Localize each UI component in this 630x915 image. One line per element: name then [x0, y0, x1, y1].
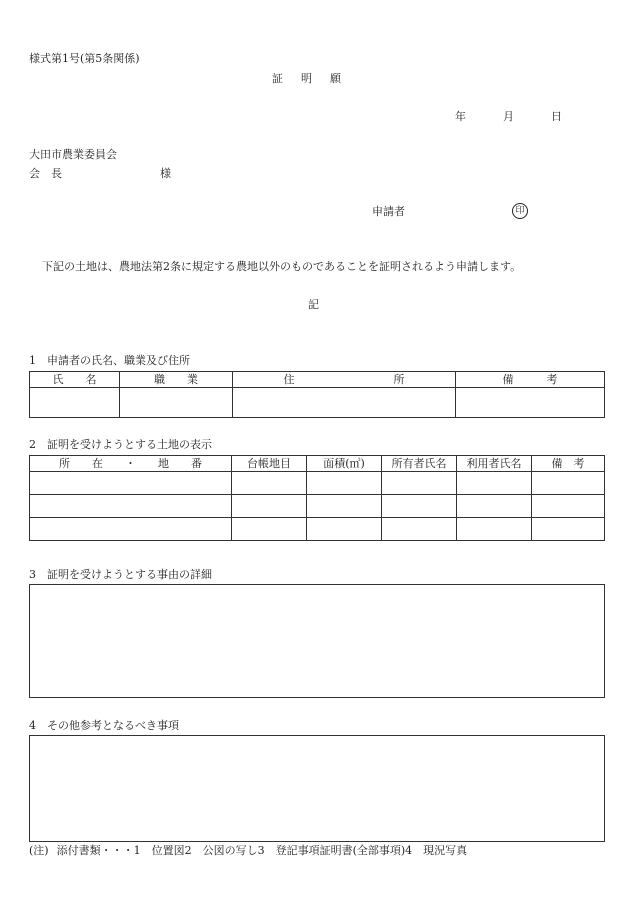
cell-location[interactable]	[30, 495, 232, 518]
cell-land-category[interactable]	[232, 518, 307, 541]
cell-occupation[interactable]	[120, 388, 233, 418]
cell-area[interactable]	[307, 472, 382, 495]
chairman-honorific: 様	[160, 167, 171, 180]
seal-icon: 印	[512, 203, 528, 219]
form-number: 様式第1号(第5条関係)	[29, 52, 140, 65]
header-remarks: 備 考	[456, 372, 605, 388]
cell-land-remarks[interactable]	[532, 472, 605, 495]
cell-area[interactable]	[307, 518, 382, 541]
note-label: (注)	[29, 844, 49, 857]
cell-name[interactable]	[30, 388, 120, 418]
cell-land-remarks[interactable]	[532, 495, 605, 518]
applicant-table	[29, 371, 605, 418]
cell-land-remarks[interactable]	[532, 518, 605, 541]
ki-heading: 記	[308, 298, 319, 311]
cell-user[interactable]	[457, 518, 532, 541]
header-user: 利用者氏名	[457, 456, 532, 472]
section3-title: 3 証明を受けようとする事由の詳細	[29, 568, 212, 581]
header-land-category: 台帳地目	[232, 456, 307, 472]
header-land-remarks: 備 考	[532, 456, 605, 472]
header-name: 氏 名	[30, 372, 120, 388]
cell-land-category[interactable]	[232, 495, 307, 518]
table-row	[30, 472, 605, 495]
cell-remarks[interactable]	[456, 388, 605, 418]
reason-detail-box[interactable]	[29, 584, 605, 698]
table-row	[30, 518, 605, 541]
date-line	[455, 110, 562, 124]
section2-title: 2 証明を受けようとする土地の表示	[29, 438, 212, 451]
table-row	[30, 495, 605, 518]
chairman-line	[29, 167, 171, 181]
cell-land-category[interactable]	[232, 472, 307, 495]
applicant-table-header	[30, 372, 605, 388]
date-year: 年	[455, 110, 466, 123]
date-day: 日	[551, 110, 562, 123]
cell-area[interactable]	[307, 495, 382, 518]
note-text: 添付書類・・・1 位置図2 公図の写し3 登記事項証明書(全部事項)4 現況写真	[56, 844, 468, 857]
cell-user[interactable]	[457, 495, 532, 518]
addressee: 大田市農業委員会	[29, 148, 117, 161]
header-address: 住 所	[233, 372, 456, 388]
section4-title: 4 その他参考となるべき事項	[29, 719, 179, 732]
chairman-title: 会 長	[29, 167, 62, 180]
applicant-label: 申請者	[372, 205, 405, 218]
cell-location[interactable]	[30, 472, 232, 495]
cell-address[interactable]	[233, 388, 456, 418]
header-area: 面積(㎡)	[307, 456, 382, 472]
cell-owner[interactable]	[382, 472, 457, 495]
statement-text: 下記の土地は、農地法第2条に規定する農地以外のものであることを証明されるよう申請します。	[42, 260, 522, 273]
document-title: 証明願	[272, 72, 359, 85]
land-table	[29, 455, 605, 541]
header-owner: 所有者氏名	[382, 456, 457, 472]
header-location: 所 在 ・ 地 番	[30, 456, 232, 472]
date-month: 月	[503, 110, 514, 123]
table-row	[30, 388, 605, 418]
cell-user[interactable]	[457, 472, 532, 495]
other-matters-box[interactable]	[29, 735, 605, 842]
section1-title: 1 申請者の氏名、職業及び住所	[29, 354, 190, 367]
attachment-note	[29, 844, 475, 858]
header-occupation: 職 業	[120, 372, 233, 388]
land-table-header	[30, 456, 605, 472]
cell-owner[interactable]	[382, 495, 457, 518]
cell-location[interactable]	[30, 518, 232, 541]
cell-owner[interactable]	[382, 518, 457, 541]
